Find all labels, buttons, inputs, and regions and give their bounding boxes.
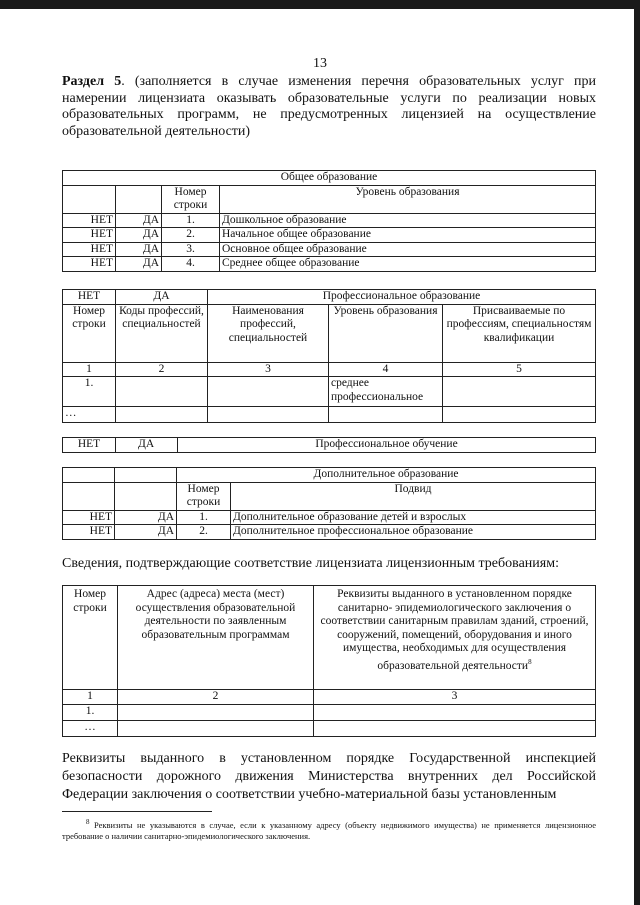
general-col-level: Уровень образования	[220, 185, 596, 213]
footnote-separator	[62, 811, 212, 812]
prof-row1-codes[interactable]	[116, 377, 208, 407]
professional-training-table	[62, 437, 596, 453]
additional-yes-1[interactable]: ДА	[115, 510, 177, 525]
compliance-col-details	[314, 586, 596, 690]
general-col-row: Номер строки	[162, 185, 220, 213]
prof-index-1: 1	[63, 362, 116, 377]
section-label: Раздел 5	[62, 74, 122, 89]
prof-col-names: Наименования профессий, специальностей	[208, 304, 329, 362]
prof-index-2: 2	[116, 362, 208, 377]
additional-no-2[interactable]: НЕТ	[63, 525, 115, 540]
general-yes-1[interactable]: ДА	[116, 213, 162, 228]
compliance-row1-details[interactable]	[314, 704, 596, 720]
prof-col-level: Уровень образования	[329, 304, 443, 362]
additional-education-table	[62, 467, 596, 540]
prof-yes[interactable]: ДА	[116, 290, 208, 305]
compliance-ellipsis: …	[63, 720, 118, 736]
training-no[interactable]: НЕТ	[63, 438, 116, 453]
general-education-table	[62, 170, 596, 272]
prof-col-qualifications: Присваиваемые по профессиям, специальностям квалификации	[443, 304, 596, 362]
footnote	[62, 817, 596, 842]
training-title: Профессиональное обучение	[178, 438, 596, 453]
compliance-heading: Сведения, подтверждающие соответствие лицензиата лицензионным требованиям:	[62, 556, 559, 571]
compliance-index-2: 2	[118, 690, 314, 705]
prof-ellipsis: …	[63, 407, 116, 423]
additional-col-sub: Подвид	[231, 482, 596, 510]
scan-right-edge	[634, 0, 640, 905]
general-yes-3[interactable]: ДА	[116, 242, 162, 257]
footnote-text: Реквизиты не указываются в случае, если к указанному адресу (объекту недвижимого имущества) не применяется лицензионное требование о наличии санитарно-эпидемиологического заключения.	[62, 819, 597, 841]
additional-num-2: 2.	[177, 525, 231, 540]
general-no-4[interactable]: НЕТ	[63, 257, 116, 272]
compliance-col-row: Номер строки	[63, 586, 118, 690]
footnote-mark: 8	[86, 818, 90, 826]
general-name-3: Основное общее образование	[220, 242, 596, 257]
additional-yes-2[interactable]: ДА	[115, 525, 177, 540]
training-yes[interactable]: ДА	[116, 438, 178, 453]
prof-row1-level: среднее профессиональное	[329, 377, 443, 407]
prof-title: Профессиональное образование	[208, 290, 596, 305]
compliance-row1-num: 1.	[63, 704, 118, 720]
compliance-table	[62, 585, 596, 737]
prof-row1-names[interactable]	[208, 377, 329, 407]
additional-title: Дополнительное образование	[177, 468, 596, 483]
general-name-4: Среднее общее образование	[220, 257, 596, 272]
additional-col-row: Номер строки	[177, 482, 231, 510]
general-no-3[interactable]: НЕТ	[63, 242, 116, 257]
general-yes-4[interactable]: ДА	[116, 257, 162, 272]
prof-index-4: 4	[329, 362, 443, 377]
section-intro	[62, 74, 596, 140]
general-no-1[interactable]: НЕТ	[63, 213, 116, 228]
outro-paragraph: Реквизиты выданного в установленном порядке Государственной инспекцией безопасности дорожного движения Министерства внутренних дел Российской Федерации заключения о соответствии учебно-материальной базы установленным	[62, 751, 596, 802]
prof-no[interactable]: НЕТ	[63, 290, 116, 305]
scan-top-edge	[0, 0, 640, 9]
additional-no-1[interactable]: НЕТ	[63, 510, 115, 525]
general-no-2[interactable]: НЕТ	[63, 228, 116, 243]
prof-row1-qualifications[interactable]	[443, 377, 596, 407]
general-num-2: 2.	[162, 228, 220, 243]
prof-index-3: 3	[208, 362, 329, 377]
compliance-row1-address[interactable]	[118, 704, 314, 720]
professional-education-table	[62, 289, 596, 423]
general-num-3: 3.	[162, 242, 220, 257]
compliance-col-address: Адрес (адреса) места (мест) осуществления образовательной деятельности по заявленным образовательным программам	[118, 586, 314, 690]
general-title: Общее образование	[63, 171, 596, 186]
general-name-2: Начальное общее образование	[220, 228, 596, 243]
section-intro-text: . (заполняется в случае изменения перечня образовательных услуг при намерении лицензиата оказывать образовательные услуги по реализации новых образовательных программ, не предусмотренных лицензией на осуществление образовательной деятельности)	[62, 74, 597, 139]
general-name-1: Дошкольное образование	[220, 213, 596, 228]
prof-col-row: Номер строки	[63, 304, 116, 362]
general-yes-2[interactable]: ДА	[116, 228, 162, 243]
prof-row1-num: 1.	[63, 377, 116, 407]
additional-num-1: 1.	[177, 510, 231, 525]
compliance-col-details-text: Реквизиты выданного в установленном порядке санитарно- эпидемиологического заключения о соответствии санитарным правилам зданий, строений, сооружений, помещений, оборудования и иного имущества, необходимых для осуществления образовательной деятельности	[320, 588, 589, 672]
prof-index-5: 5	[443, 362, 596, 377]
compliance-index-3: 3	[314, 690, 596, 705]
additional-name-2: Дополнительное профессиональное образование	[231, 525, 596, 540]
general-num-4: 4.	[162, 257, 220, 272]
compliance-index-1: 1	[63, 690, 118, 705]
general-num-1: 1.	[162, 213, 220, 228]
page-number: 13	[313, 56, 327, 71]
footnote-ref: 8	[528, 657, 532, 666]
prof-col-codes: Коды профессий, специальностей	[116, 304, 208, 362]
additional-name-1: Дополнительное образование детей и взрослых	[231, 510, 596, 525]
